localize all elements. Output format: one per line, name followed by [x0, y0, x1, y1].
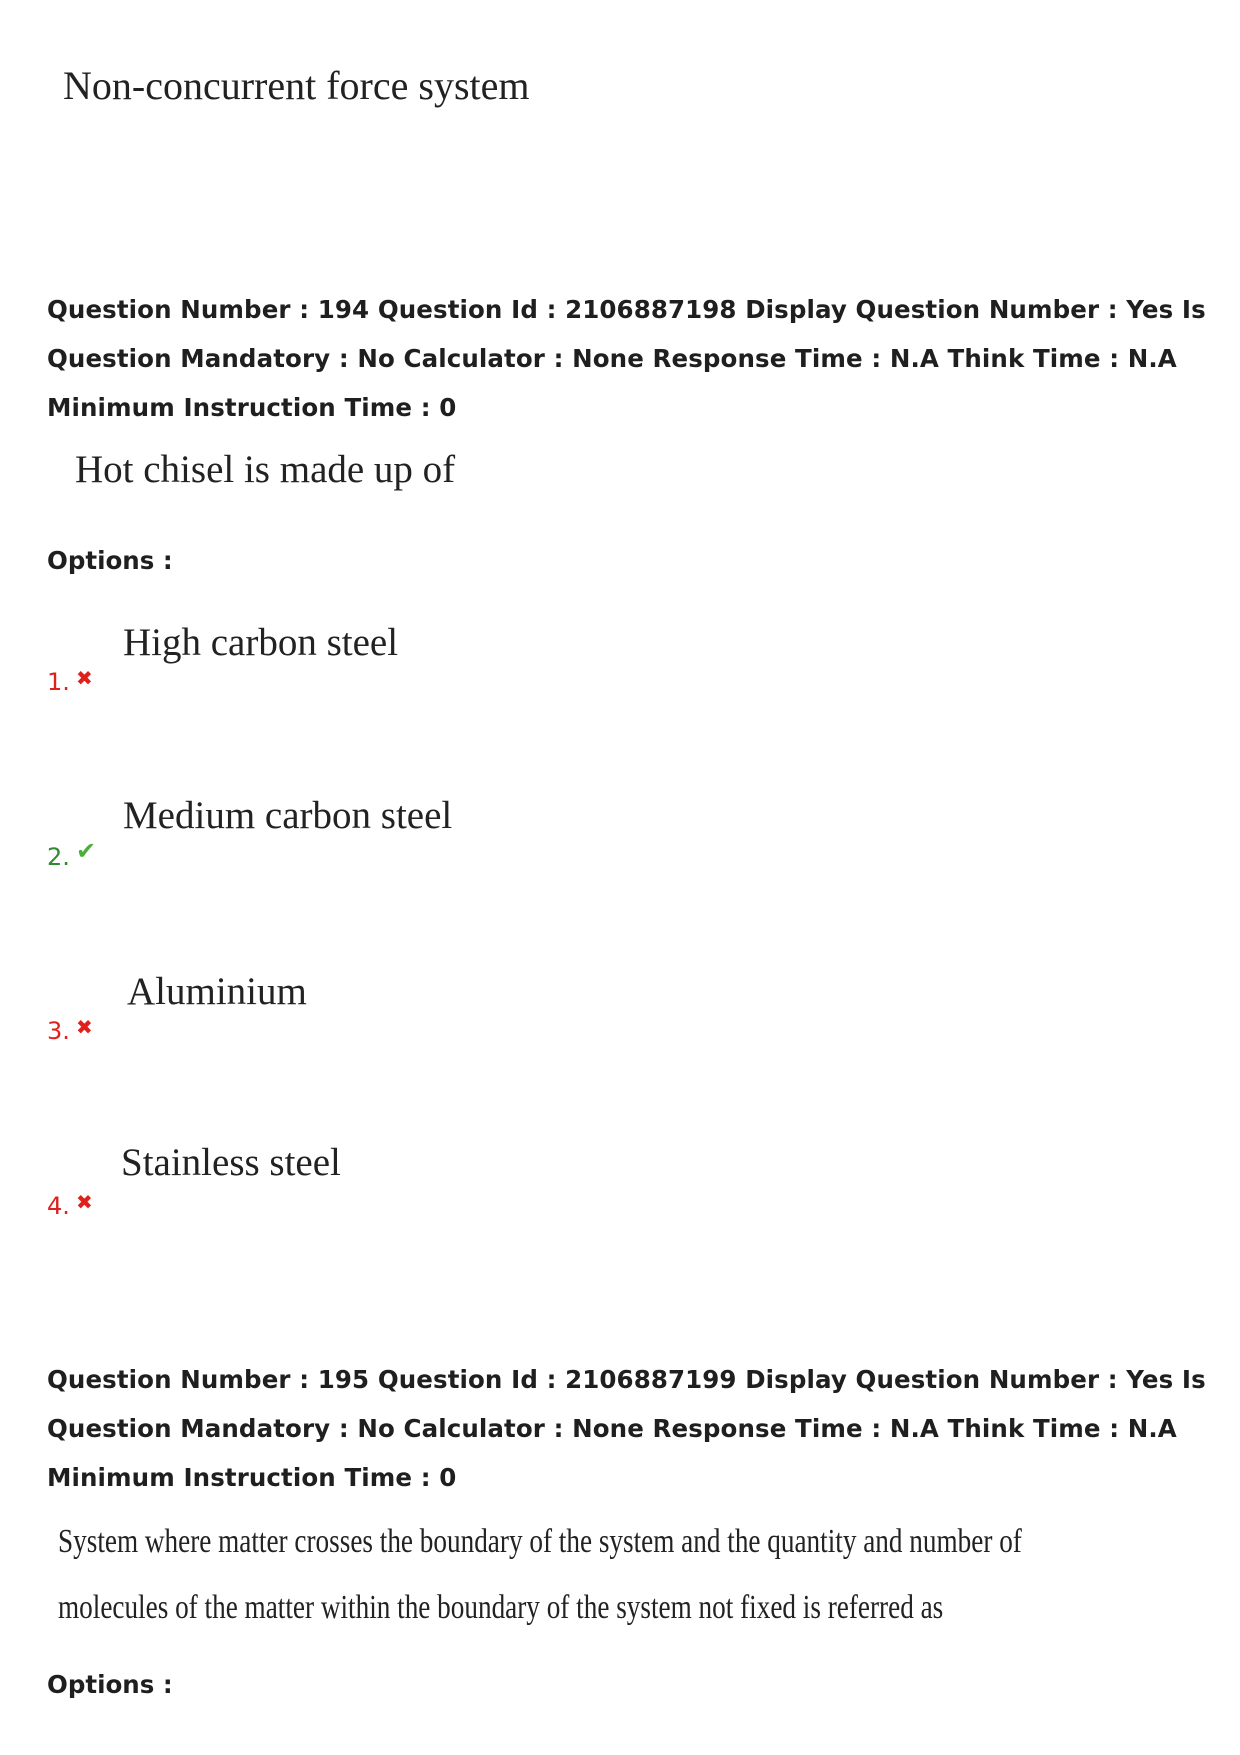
cross-icon: ✖	[76, 666, 93, 690]
option-text: Stainless steel	[121, 1141, 341, 1184]
previous-option-text: Non-concurrent force system	[63, 63, 530, 108]
option-text: Medium carbon steel	[123, 794, 453, 837]
option-number: 3.	[47, 1017, 70, 1045]
option-number: 1.	[47, 668, 70, 696]
question-194-option-3	[0, 969, 1240, 1089]
check-icon: ✔	[76, 837, 97, 865]
option-number: 4.	[47, 1192, 70, 1220]
cross-icon: ✖	[76, 1015, 93, 1039]
cross-icon: ✖	[76, 1190, 93, 1214]
question-194-options-label: Options :	[47, 546, 173, 575]
option-text: Aluminium	[127, 970, 307, 1013]
question-194-meta: Question Number : 194 Question Id : 2106887198 Display Question Number : Yes Is Question Mandatory : No Calculator : None Response Time : N.A Think Time : N.A Minimum Instruction Time : 0	[47, 295, 1206, 422]
question-194-text: Hot chisel is made up of	[75, 448, 456, 491]
question-194-option-4	[0, 1140, 1240, 1260]
question-195-text	[58, 1509, 1022, 1641]
question-194-option-1	[0, 620, 1240, 740]
question-195-meta: Question Number : 195 Question Id : 2106887199 Display Question Number : Yes Is Question Mandatory : No Calculator : None Response Time : N.A Think Time : N.A Minimum Instruction Time : 0	[47, 1365, 1206, 1492]
option-text: High carbon steel	[123, 621, 399, 664]
question-195-options-label: Options :	[47, 1670, 173, 1699]
option-number: 2.	[47, 843, 70, 871]
question-194-option-2	[0, 793, 1240, 913]
question-195-text-line-1: System where matter crosses the boundary of the system and the quantity and number of	[58, 1523, 1022, 1560]
question-195-text-line-2: molecules of the matter within the boundary of the system not fixed is referred as	[58, 1589, 944, 1626]
